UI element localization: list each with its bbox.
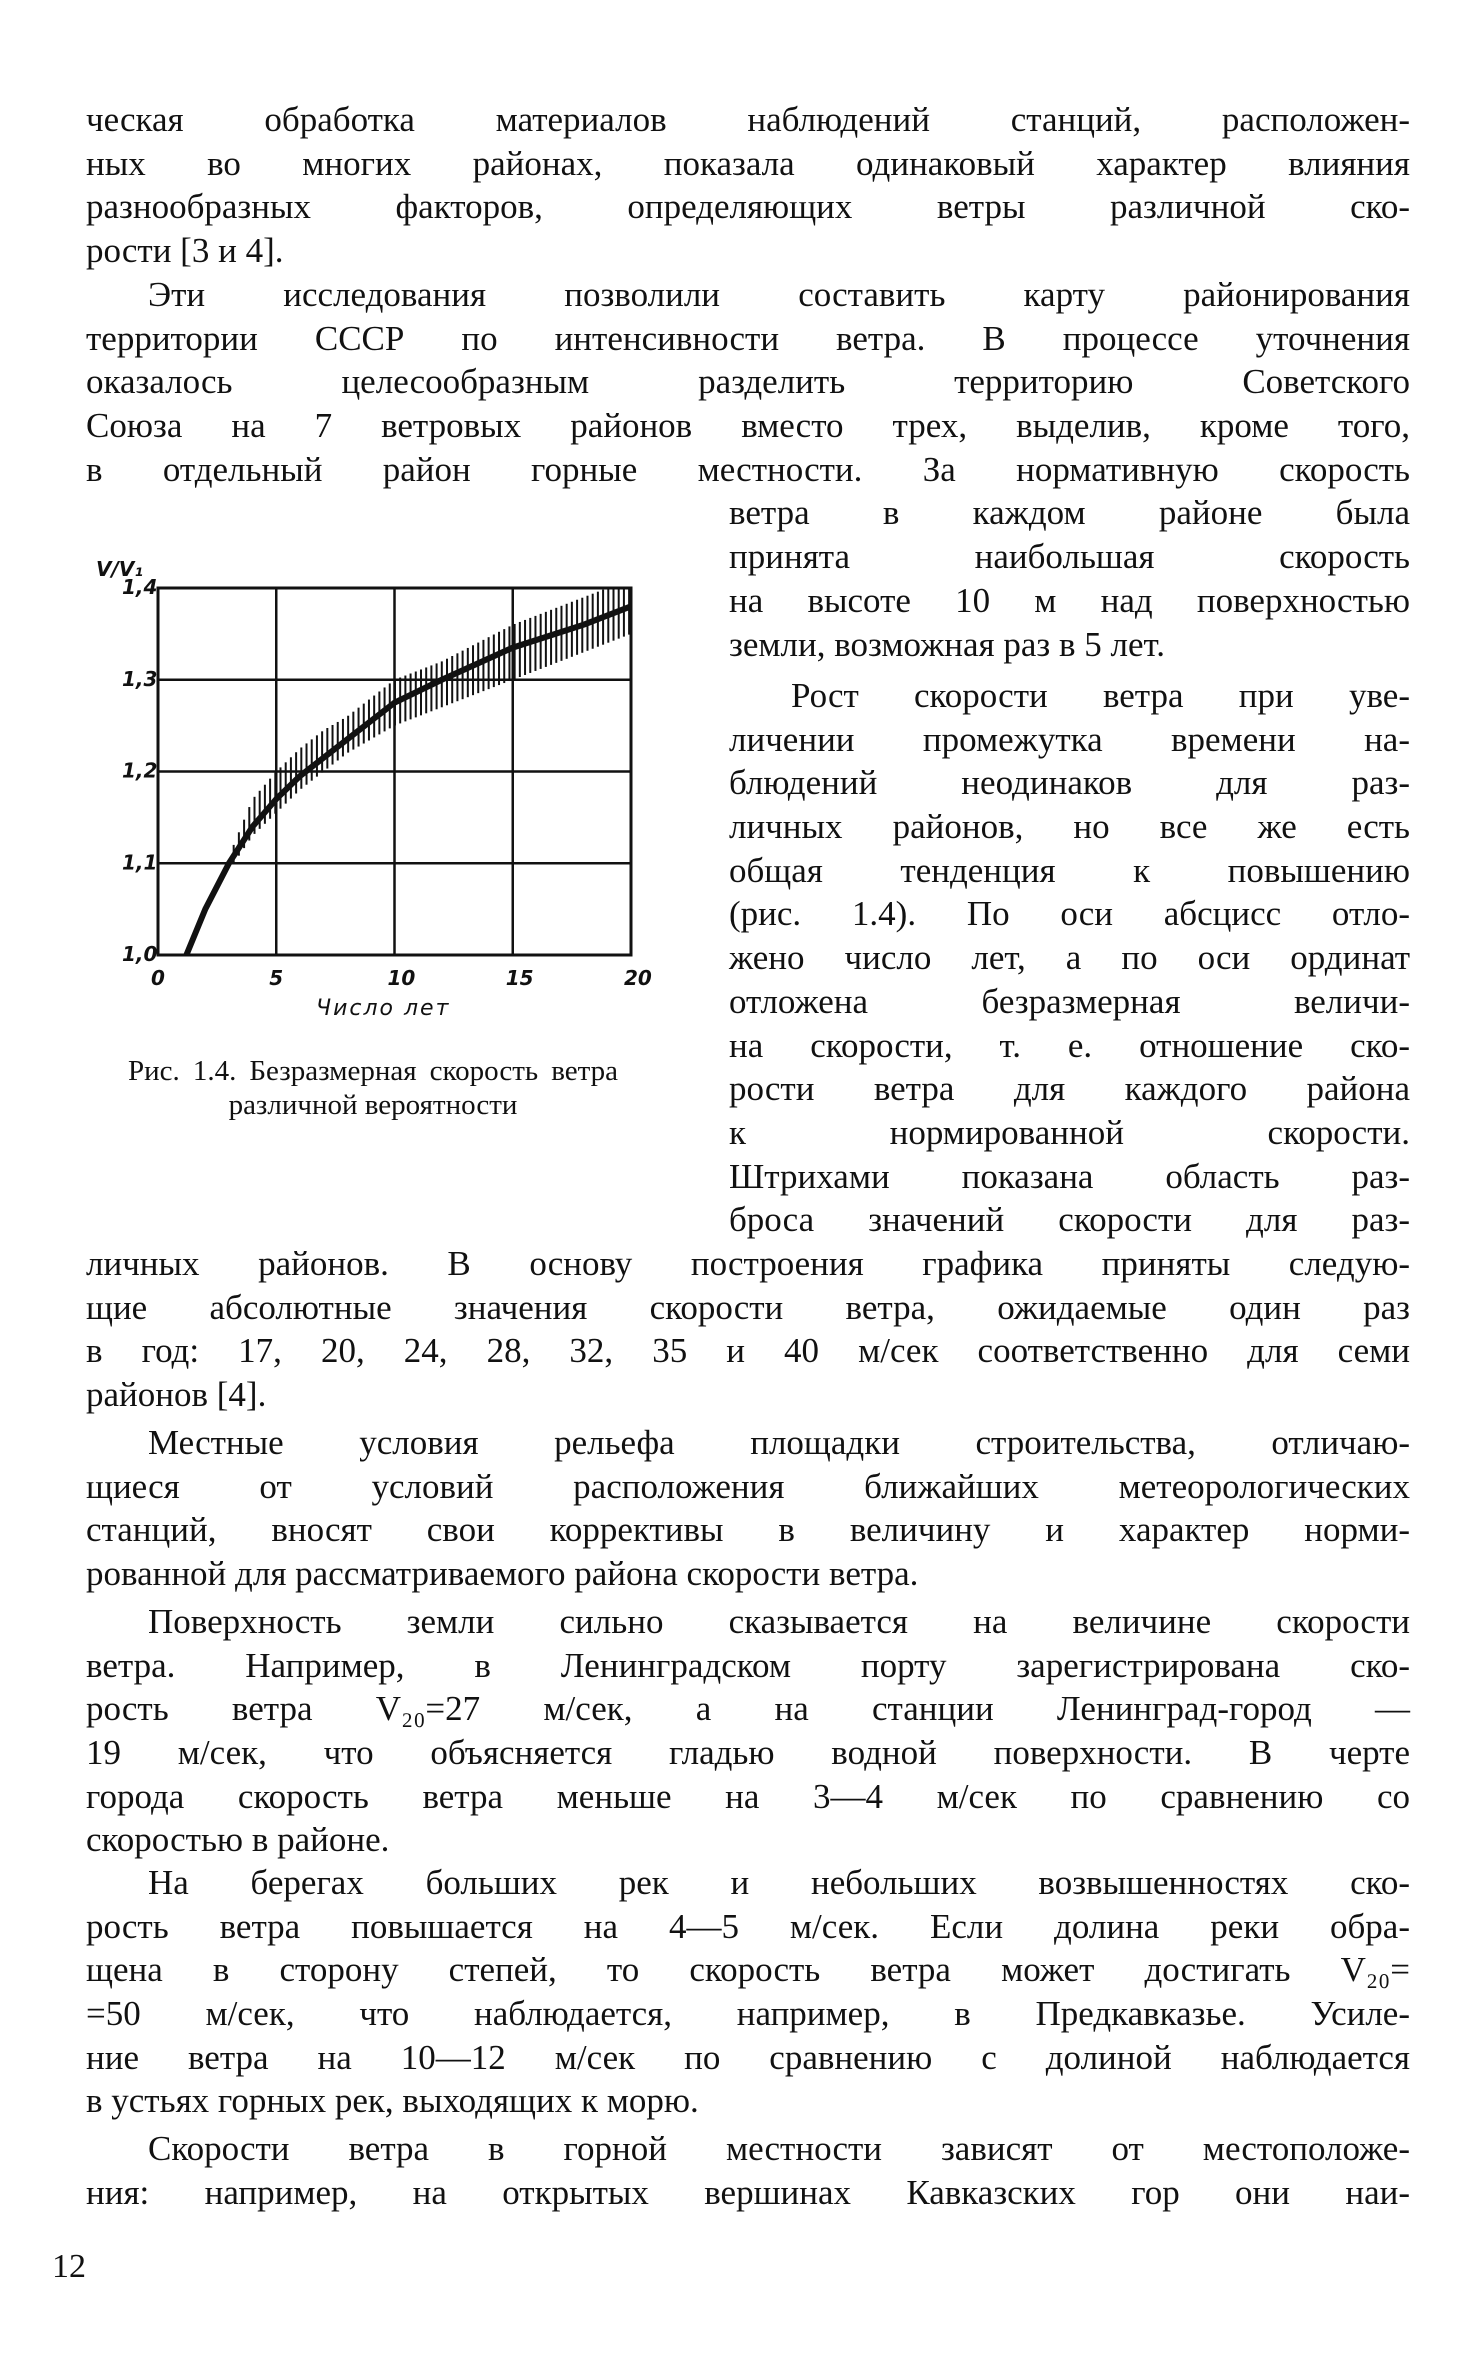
text-line: ческая обработка материалов наблюдений станций, расположен-	[86, 100, 1410, 139]
text-line: на высоте 10 м над поверхностью	[729, 580, 1410, 620]
text-line: личных районов, но все же есть	[729, 807, 1410, 847]
text-line: территории СССР по интенсивности ветра. В процессе уточнения	[86, 318, 1410, 358]
text-line: щие абсолютные значения скорости ветра, ожидаемые один раз	[86, 1287, 1410, 1327]
text-line: рость ветра повышается на 4—5 м/сек. Если долина реки обра-	[86, 1906, 1410, 1946]
text-line: жено число лет, а по оси ординат	[729, 938, 1410, 978]
text-line: броса значений скорости для раз-	[729, 1200, 1410, 1240]
text-line: Рост скорости ветра при уве-	[791, 676, 1410, 715]
series-curve	[186, 606, 631, 955]
text-line: щена в сторону степей, то скорость ветра может достигать V₂₀=	[86, 1950, 1410, 1990]
text-line: Скорости ветра в горной местности зависят от местоположе-	[148, 2129, 1410, 2168]
text-line: ния: например, на открытых вершинах Кавказских гор они наи-	[86, 2172, 1410, 2212]
x-tick-label: 10	[387, 966, 416, 990]
text-line: щиеся от условий расположения ближайших метеорологических	[86, 1466, 1410, 1506]
text-line: ветра. Например, в Ленинградском порту зарегистрирована ско-	[86, 1645, 1410, 1685]
text-line: ние ветра на 10—12 м/сек по сравнению с долиной наблюдается	[86, 2037, 1410, 2077]
text-line: ветра в каждом районе была	[729, 493, 1410, 533]
text-line: земли, возможная раз в 5 лет.	[729, 624, 1165, 664]
y-tick-label: 1,3	[122, 666, 158, 691]
text-line: принята наибольшая скорость	[729, 537, 1410, 577]
text-line: оказалось целесообразным разделить территорию Советского	[86, 362, 1410, 402]
text-line: отложена безразмерная величи-	[729, 981, 1410, 1021]
text-line: станций, вносят свои коррективы в величину и характер норми-	[86, 1510, 1410, 1550]
wind-speed-chart	[86, 540, 666, 1050]
text-line: к нормированной скорости.	[729, 1112, 1410, 1152]
paragraph-1	[86, 98, 1410, 273]
text-line: ных во многих районах, показала одинаковый характер влияния	[86, 143, 1410, 183]
text-line: =50 м/сек, что наблюдается, например, в Предкавказье. Усиле-	[86, 1994, 1410, 2034]
text-line: районов [4].	[86, 1375, 267, 1414]
text-line: разнообразных факторов, определяющих ветры различной ско-	[86, 187, 1410, 227]
y-axis-label: V/V₁	[96, 557, 144, 581]
text-line: Эти исследования позволили составить карту районирования	[148, 275, 1410, 314]
text-line: блюдений неодинаков для раз-	[729, 763, 1410, 803]
y-tick-label: 1,1	[122, 850, 158, 875]
text-line: скоростью в районе.	[86, 1820, 390, 1860]
paragraph-4	[86, 1421, 1410, 1596]
figure-1-4	[86, 540, 666, 1160]
text-line: Поверхность земли сильно сказывается на величине скорости	[148, 1602, 1410, 1641]
paragraph-7	[86, 2127, 1410, 2214]
text-line: на скорости, т. е. отношение ско-	[729, 1025, 1410, 1065]
text-line: рости ветра для каждого района	[729, 1069, 1410, 1109]
text-line: 19 м/сек, что объясняется гладью водной поверхности. В черте	[86, 1733, 1410, 1773]
text-line: личных районов. В основу построения графика приняты следую-	[86, 1243, 1410, 1283]
text-line: (рис. 1.4). По оси абсцисс отло-	[729, 894, 1410, 934]
x-tick-label: 0	[151, 966, 165, 990]
text-line: Местные условия рельефа площадки строительства, отличаю-	[148, 1423, 1410, 1462]
x-tick-label: 20	[624, 966, 652, 990]
text-line: рости [3 и 4].	[86, 231, 284, 271]
text-line: Штрихами показана область раз-	[729, 1156, 1410, 1196]
x-axis-label: Число лет	[316, 996, 451, 1021]
text-line: в отдельный район горные местности. За нормативную скорость	[86, 449, 1410, 489]
figure-caption: Рис. 1.4. Безразмерная скорость ветра различной вероятности	[128, 1055, 618, 1121]
paragraph-6	[86, 1861, 1410, 2123]
page-number: 12	[52, 2248, 86, 2285]
text-line: в год: 17, 20, 24, 28, 32, 35 и 40 м/сек соответственно для семи	[86, 1331, 1410, 1371]
x-tick-label: 5	[269, 966, 284, 990]
text-line: На берегах больших рек и небольших возвышенностях ско-	[148, 1863, 1410, 1902]
text-line: рость ветра V₂₀=27 м/сек, а на станции Ленинград-город —	[86, 1689, 1410, 1729]
text-line: города скорость ветра меньше на 3—4 м/сек по сравнению со	[86, 1776, 1410, 1816]
text-line: в устьях горных рек, выходящих к морю.	[86, 2081, 699, 2121]
y-tick-label: 1,4	[122, 575, 158, 599]
text-line: личении промежутка времени на-	[729, 719, 1410, 759]
x-tick-label: 15	[505, 966, 534, 990]
paragraph-5	[86, 1600, 1410, 1862]
text-line: общая тенденция к повышению	[729, 850, 1410, 890]
text-line: рованной для рассматриваемого района скорости ветра.	[86, 1554, 919, 1594]
y-tick-label: 1,2	[122, 758, 158, 783]
text-line: Союза на 7 ветровых районов вместо трех, выделив, кроме того,	[86, 406, 1410, 446]
y-tick-label: 1,0	[122, 942, 158, 966]
